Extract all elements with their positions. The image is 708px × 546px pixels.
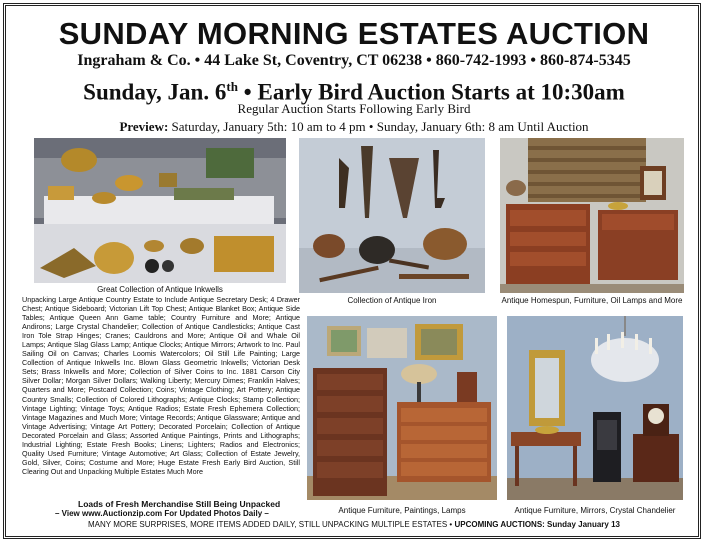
caption-furniture-chandelier: Antique Furniture, Mirrors, Crystal Chandelier <box>514 506 676 515</box>
photo-furniture-chandelier <box>507 316 683 500</box>
photo-furniture-paintings <box>307 316 497 500</box>
footer-upcoming: UPCOMING AUCTIONS: Sunday January 13 <box>454 520 620 529</box>
furniture-chandelier-image <box>507 316 683 500</box>
photo-inkwells <box>34 138 286 283</box>
loads-note: Loads of Fresh Merchandise Still Being Unpacked <box>78 499 281 509</box>
caption-iron: Collection of Antique Iron <box>347 296 437 305</box>
furniture-paintings-image <box>307 316 497 500</box>
homespun-image <box>500 138 684 293</box>
preview-times: Saturday, January 5th: 10 am to 4 pm • Sunday, January 6th: 8 am Until Auction <box>168 119 589 134</box>
date-prefix: Sunday, Jan. 6 <box>83 79 227 105</box>
early-bird-text: • Early Bird Auction Starts at 10:30am <box>237 79 625 105</box>
photo-iron <box>299 138 485 293</box>
iron-image <box>299 138 485 293</box>
caption-homespun: Antique Homespun, Furniture, Oil Lamps and More <box>501 296 683 305</box>
caption-inkwells: Great Collection of Antique Inkwells <box>97 285 223 294</box>
preview-line <box>0 119 708 135</box>
preview-label: Preview: <box>119 119 169 134</box>
footer-more: MANY MORE SURPRISES, MORE ITEMS ADDED DAILY, STILL UNPACKING MULTIPLE ESTATES • <box>88 520 455 529</box>
photo-homespun <box>500 138 684 293</box>
item-description: Unpacking Large Antique Country Estate to Include Antique Secretary Desk; 4 Drawer Chest; Antique Sideboard; Victorian Lift Top Chest; Antique Blanket Box; Antique Side Tables; Antique Queen Ann Game table; Country Furniture and More; Antique Andirons; Large Crystal Chandelier; Collection of Antique Candlesticks; Antique Cast Iron Tole Strap Hinges; Cranes; Cauldrons and More; Antique Oil and Whale Oil Lamps; Antique Slag Glass Lamp; Antique Clocks; Antique Mirrors; Artwork to Inc. Paul Sailing Oil on Canvas; Charles Loomis Watercolors; Oil Still Life Painting; Large Collection of Antique Inkwells Inc. Blown Glass Geometric Inkwells; Victorian Desk Sets; Brass Inkwells and More; Collection of Silver Coins to Inc. 1881 Carson City Silver Dollar; Morgan Silver Dollars; Walking Liberty; Mercury Dimes; Franklin Halves; Quarters and More; Postcard Collection; Coins; Vintage Clothing; Art Pottery; Antique Country Smalls; Collection of Colored Lithographs; Antique Clocks; Stamp Collection; Vintage Lighting; Vintage Toys; Antique Radios; Estate Fresh Ephemera Collection; Vintage Magazines and Much More; Vintage Records; Antique Glassware; Antique and Vintage Advertising; Vintage Art Pottery; Decorated Porcelain; Collection of Antique Decorated Porcelain and Glass; Assorted Antique Paintings, Prints and Lithographs; Industrial Lighting; Estate Fresh Books; Linens; Lighters; Radios and Electronics; Quality Used Furniture; Vintage Automotive; Art Glass; Collection of Estate Jewelry, Gold, Silver, Coins; Costume and More; Huge Estate Fresh Early Bird Auction, Still Clearing Out and Unpacking Multiple Estates Much More <box>22 295 300 476</box>
date-suffix-sup: th <box>226 79 238 94</box>
caption-furniture-paintings: Antique Furniture, Paintings, Lamps <box>338 506 466 515</box>
footer-line <box>0 520 708 530</box>
contact-line: Ingraham & Co. • 44 Lake St, Coventry, CT 06238 • 860-742-1993 • 860-874-5345 <box>77 52 631 69</box>
auctionzip-note: – View www.Auctionzip.com For Updated Photos Daily – <box>55 509 269 518</box>
regular-auction-note: Regular Auction Starts Following Early Bird <box>237 101 471 116</box>
page-title: SUNDAY MORNING ESTATES AUCTION <box>58 16 650 51</box>
inkwells-image <box>34 138 286 283</box>
